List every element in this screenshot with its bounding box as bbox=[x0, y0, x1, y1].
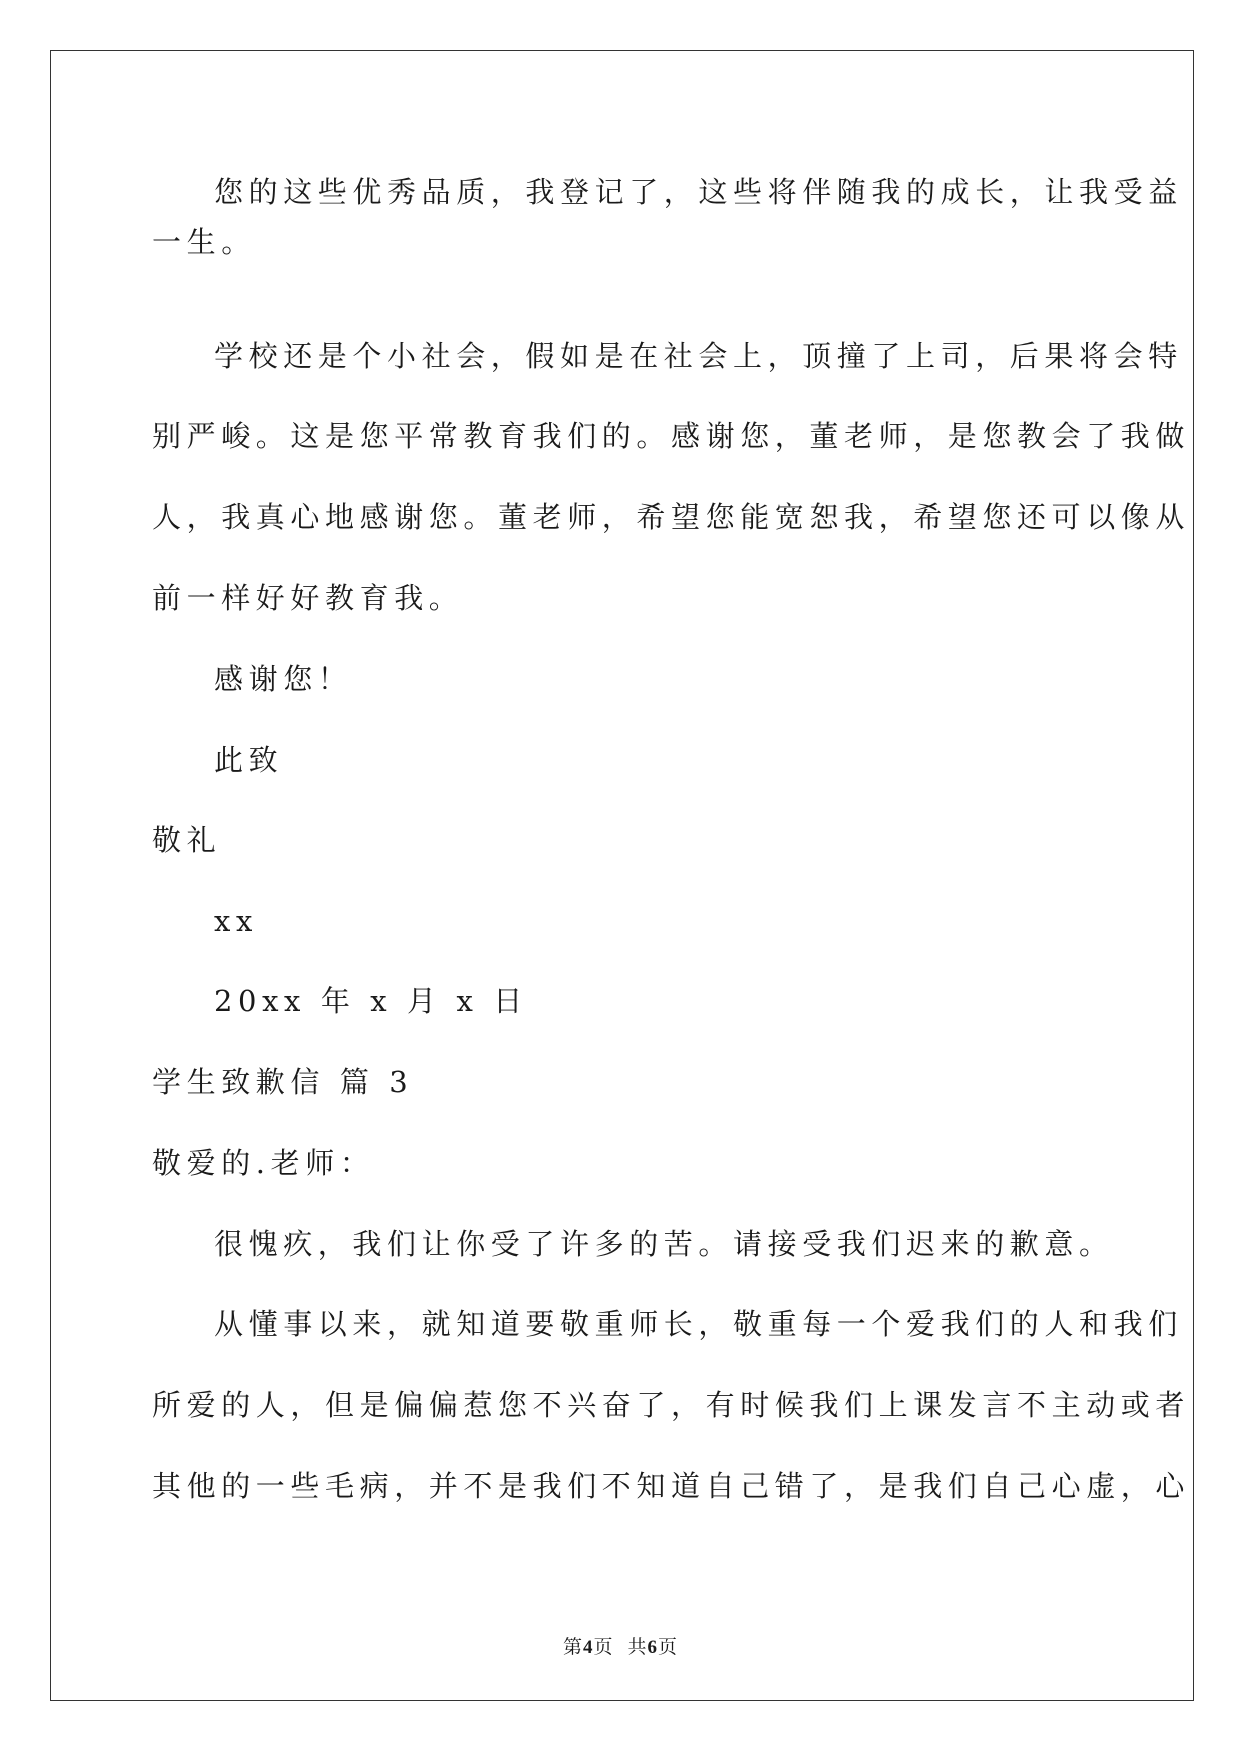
text-line: 人，我真心地感谢您。董老师，希望您能宽恕我，希望您还可以像从 bbox=[152, 500, 1191, 534]
footer-total-unit: 页 bbox=[658, 1637, 679, 1658]
text-line: 别严峻。这是您平常教育我们的。感谢您，董老师，是您教会了我做 bbox=[152, 419, 1191, 453]
text-line: 敬礼 bbox=[152, 823, 222, 857]
text-line: 所爱的人，但是偏偏惹您不兴奋了，有时候我们上课发言不主动或者 bbox=[152, 1388, 1191, 1422]
text-line: 很愧疚，我们让你受了许多的苦。请接受我们迟来的歉意。 bbox=[214, 1227, 1114, 1261]
text-line: xx bbox=[214, 904, 258, 938]
page-footer bbox=[0, 1636, 1241, 1660]
text-line: 此致 bbox=[214, 743, 284, 777]
footer-total-prefix: 共 bbox=[627, 1637, 648, 1658]
footer-current-page: 4 bbox=[582, 1637, 594, 1658]
footer-prefix: 第 bbox=[562, 1637, 583, 1658]
date-line: 20xx 年 x 月 x 日 bbox=[214, 984, 528, 1018]
text-line: 其他的一些毛病，并不是我们不知道自己错了，是我们自己心虚，心 bbox=[152, 1469, 1191, 1503]
text-line: 从懂事以来，就知道要敬重师长，敬重每一个爱我们的人和我们 bbox=[214, 1307, 1183, 1341]
text-line: 一生。 bbox=[152, 225, 256, 259]
text-line: 您的这些优秀品质，我登记了，这些将伴随我的成长，让我受益 bbox=[214, 175, 1183, 209]
text-line: 感谢您！ bbox=[214, 662, 353, 696]
section-heading: 学生致歉信 篇 3 bbox=[152, 1065, 414, 1099]
page-border bbox=[50, 50, 1194, 1701]
salutation: 敬爱的.老师： bbox=[152, 1146, 375, 1180]
text-line: 前一样好好教育我。 bbox=[152, 581, 464, 615]
footer-page-unit: 页 bbox=[593, 1637, 614, 1658]
text-line: 学校还是个小社会，假如是在社会上，顶撞了上司，后果将会特 bbox=[214, 339, 1183, 373]
footer-total-pages: 6 bbox=[647, 1637, 659, 1658]
